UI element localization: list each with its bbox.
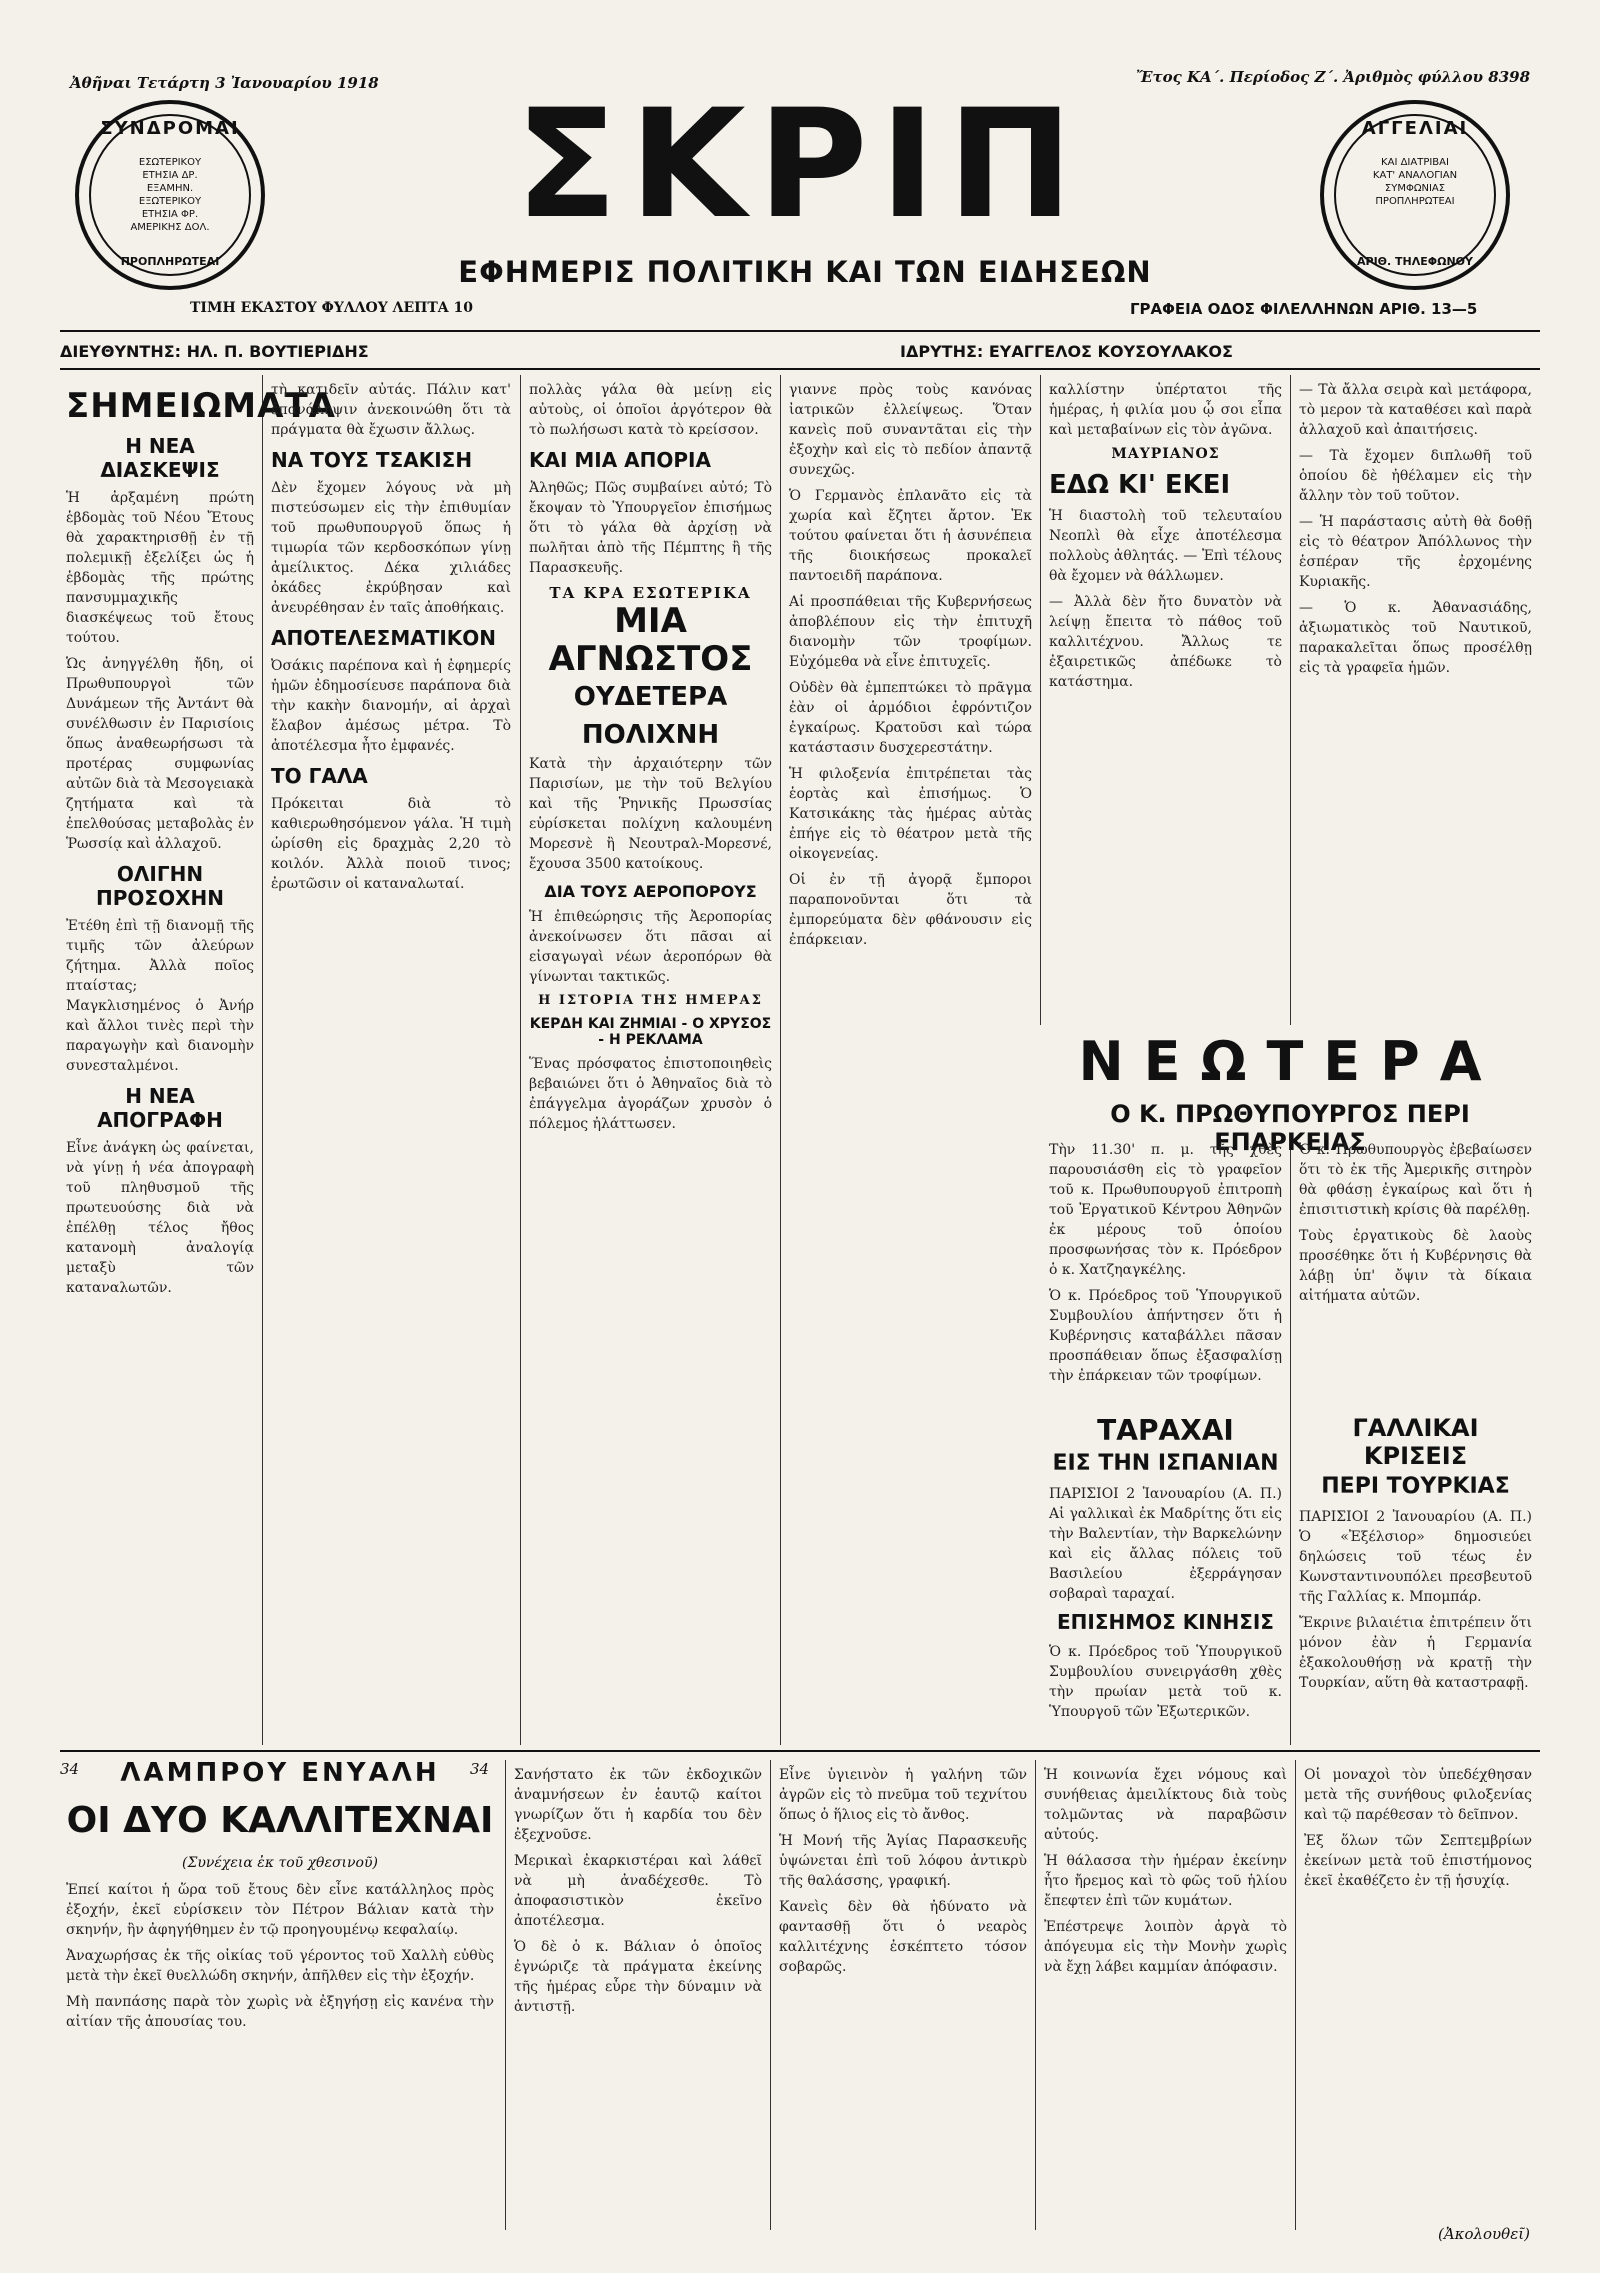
article-paragraph: — Τὰ ἄλλα σειρὰ καὶ μετάφορα, τὸ μερον τὰ καταθέσει καὶ παρὰ ἀλλαχοῦ καὶ ἀπαιτήσεις. xyxy=(1299,382,1532,438)
article-paragraph: καλλίστην ὑπέρτατοι τῆς ἡμέρας, ἡ φιλία μου ᾧ σοι εἶπα καὶ μεταβαίνων εἰς τὸν ἀγῶνα. xyxy=(1049,382,1282,438)
latest-news-col-a xyxy=(1043,1140,1288,1384)
article-subheading: ΠΕΡΙ ΤΟΥΡΚΙΑΣ xyxy=(1321,1474,1510,1499)
latest-news-subheading: Ο Κ. ΠΡΩΘΥΠΟΥΡΓΟΣ ΠΕΡΙ ΕΠΑΡΚΕΙΑΣ xyxy=(1110,1100,1470,1156)
latest-news-col-b xyxy=(1293,1140,1538,1340)
newspaper-title: ΣΚΡΙΠ xyxy=(515,78,1085,252)
article-heading: ΕΠΙΣΗΜΟΣ ΚΙΝΗΣΙΣ xyxy=(1057,1610,1274,1634)
feuilleton-paragraph: Μερικαὶ ἐκαρκιστέραι καὶ λάθεῖ νὰ μὴ ἀναδέχεσθε. Τὸ ἀποφασιστικὸν ἐκεῖνο ἀποτέλεσμα. xyxy=(514,1853,762,1929)
column-3 xyxy=(523,380,778,1750)
feuilleton-paragraph: Ὁ δὲ ὁ κ. Βάλιαν ὁ ὁποῖος ἐγνώριζε τὰ πράγματα ἐκείνης τῆς ἡμέρας εὗρε τὴν δύναμιν νὰ ἀντιστῇ. xyxy=(514,1939,762,2015)
seal-line: ΚΑΙ ΔΙΑΤΡΙΒΑΙ xyxy=(1381,157,1449,168)
article-paragraph: Ὁ κ. Πρόεδρος τοῦ Ὑπουργικοῦ Συμβουλίου ἀπήντησεν ὅτι ἡ Κυβέρνησις καταβάλλει πᾶσαν προσπάθειαν ὅπως ἐξασφαλίσῃ τὴν ἐπάρκειαν τῶν τροφίμων. xyxy=(1049,1288,1282,1384)
article-paragraph: Ἀληθῶς; Πῶς συμβαίνει αὐτό; Τὸ ἔκοψαν τὸ Ὑπουργεῖον ἐπισήμως ὅτι τὸ γάλα θὰ ἀρχίσῃ νὰ πωλῆται ἀπὸ τῆς Πέμπτης ἢ τῆς Παρασκευῆς. xyxy=(529,480,772,576)
seal-line: ΕΣΩΤΕΡΙΚΟΥ xyxy=(138,157,202,168)
seal-line: ΣΥΜΦΩΝΙΑΣ xyxy=(1384,183,1446,194)
article-paragraph: Οἱ ἐν τῇ ἀγορᾷ ἔμποροι παραπονοῦνται ὅτι τὰ ἐμπορεύματα δὲν φθάνουσιν εἰς ἐπάρκειαν. xyxy=(789,872,1032,948)
feuilleton-paragraph: Οἱ μοναχοὶ τὸν ὑπεδέχθησαν μετὰ τῆς συνήθους φιλοξενίας καὶ τῷ παρέθεσαν τὸ δεῖπνον. xyxy=(1304,1767,1532,1823)
article-paragraph: Ἡ ἀρξαμένη πρώτη ἑβδομὰς τοῦ Νέου Ἔτους θὰ χαρακτηρισθῇ ἐν τῇ πολεμικῇ ἐξελίξει ὡς ἡ ἑβδομὰς τῆς πρώτης πανσυμμαχικῆς διασκέψεως τοῦ ἔτους τούτου. xyxy=(66,490,254,646)
column-5 xyxy=(1043,380,1288,1030)
column-6 xyxy=(1293,380,1538,1030)
price-line: ΤΙΜΗ ΕΚΑΣΤΟΥ ΦΥΛΛΟΥ ΛΕΠΤΑ 10 xyxy=(190,300,474,316)
article-paragraph: τὴ κατιδεῖν αὐτάς. Πάλιν κατ' ἐπανάληψιν ἀνεκοινώθη ὅτι τὰ πράγματα θὰ ἔχωσιν ἄλλως. xyxy=(271,382,511,438)
article-paragraph: ΠΑΡΙΣΙΟΙ 2 Ἰανουαρίου (Α. Π.) Αἱ γαλλικαὶ ἐκ Μαδρίτης ὅτι εἰς τὴν Βαλεντίαν, τὴν Βαρκελώνην καὶ εἰς ἄλλας πόλεις τοῦ Βασιλείου ἐξερράγησαν σοβαραὶ ταραχαί. xyxy=(1049,1486,1282,1602)
history-kicker: Η ΙΣΤΟΡΙΑ ΤΗΣ ΗΜΕΡΑΣ xyxy=(538,993,763,1008)
article-heading: ΝΑ ΤΟΥΣ ΤΣΑΚΙΣΗ xyxy=(271,448,473,472)
feuilleton-paragraph: Ἐξ ὅλων τῶν Σεπτεμβρίων ἐκείνων μετὰ τοῦ ἐπιστήμονος ἐκεῖ ἐκαθέζετο ἐν τῇ ἡσυχίᾳ. xyxy=(1304,1833,1532,1889)
masthead-rule xyxy=(60,330,1540,332)
article-paragraph: Εἶνε ἀνάγκη ὡς φαίνεται, νὰ γίνῃ ἡ νέα ἀπογραφὴ τοῦ πληθυσμοῦ τῆς πρωτευούσης διὰ νὰ ἐπέλθῃ τέλος ἤθος κατανομὴ ἀναλογίᾳ μεταξὺ τῶν καταναλωτῶν. xyxy=(66,1140,254,1296)
column-divider xyxy=(1040,375,1041,1025)
signature: ΜΑΥΡΙΑΝΟΣ xyxy=(1111,446,1220,462)
column-divider xyxy=(1290,375,1291,1025)
column-divider xyxy=(780,375,781,1745)
france-article xyxy=(1293,1410,1538,1750)
subscriptions-seal xyxy=(75,100,265,290)
date-line: Ἀθῆναι Τετάρτη 3 Ἰανουαρίου 1918 xyxy=(70,74,379,92)
masthead-rule xyxy=(60,368,1540,370)
feuilleton-number: 34 xyxy=(60,1760,80,1778)
feuilleton-paragraph: Ἡ θάλασσα τὴν ἡμέραν ἐκείνην ἦτο ἤρεμος καὶ τὸ φῶς τοῦ ἡλίου ἔπεφτεν ἐπὶ τῶν κυμάτων. xyxy=(1044,1853,1287,1909)
advertisements-seal xyxy=(1320,100,1510,290)
article-paragraph: Ὁ κ. Πρόεδρος τοῦ Ὑπουργικοῦ Συμβουλίου συνειργάσθη χθὲς τὴν πρωίαν μετὰ τοῦ κ. Ὑπουργοῦ τῶν Ἐξωτερικῶν. xyxy=(1049,1644,1282,1720)
article-paragraph: Τὴν 11.30' π. μ. τῆς χθὲς παρουσιάσθη εἰς τὸ γραφεῖον τοῦ κ. Πρωθυπουργοῦ ἐπιτροπὴ τοῦ Ἐργατικοῦ Κέντρου Ἀθηνῶν ἐκ μέρους τοῦ ὁποίου προσφωνήσας τὸν κ. Πρόεδρον ὁ κ. Χατζηαγκέλης. xyxy=(1049,1142,1282,1278)
article-paragraph: — Ὁ κ. Ἀθανασιάδης, ἀξιωματικὸς τοῦ Ναυτικοῦ, παρακαλεῖται ὅπως προσέλθῃ εἰς τὰ γραφεῖα ἡμῶν. xyxy=(1299,600,1532,676)
article-heading: ΚΑΙ ΜΙΑ ΑΠΟΡΙΑ xyxy=(529,448,711,472)
feuilleton-paragraph: Ἐπέστρεψε λοιπὸν ἀργὰ τὸ ἀπόγευμα εἰς τὴν Μονὴν χωρὶς νὰ ἔχῃ λάβει καμμίαν ἀπόφασιν. xyxy=(1044,1919,1287,1975)
feuilleton-author: ΛΑΜΠΡΟΥ ΕΝΥΑΛΗ xyxy=(120,1758,440,1788)
feuilleton-paragraph: Ἡ κοινωνία ἔχει νόμους καὶ συνήθειας ἀμειλίκτους διὰ τοὺς τολμῶντας νὰ παραβῶσιν αὐτούς. xyxy=(1044,1767,1287,1843)
latest-news-heading: ΝΕΩΤΕΡΑ xyxy=(1078,1030,1502,1093)
seal-line: ΕΤΗΣΙΑ ΔΡ. xyxy=(142,170,198,181)
office-line: ΓΡΑΦΕΙΑ ΟΔΟΣ ΦΙΛΕΛΛΗΝΩΝ ΑΡΙΘ. 13—5 xyxy=(1130,300,1478,318)
feuilleton-col-1 xyxy=(60,1880,500,2220)
article-paragraph: Ὀσάκις παρέπονα καὶ ἡ ἐφημερίς ἡμῶν ἐδημοσίευσε παράπονα διὰ τὴν κακὴν διανομήν, αἱ ἀρχαὶ ἔλαβον ἀμέσως μέτρα. Τὸ ἀποτέλεσμα ἦτο ἐμφανές. xyxy=(271,658,511,754)
section-heading: ΣΗΜΕΙΩΜΑΤΑ xyxy=(66,386,336,426)
feuilleton-paragraph: Ἀναχωρήσας ἐκ τῆς οἰκίας τοῦ γέροντος τοῦ Χαλλὴ εὐθὺς μετὰ τὴν ἐκεῖ θυελλώδη σκηνήν, ἀπῆλθεν εἰς τὴν ἐξοχήν. xyxy=(66,1948,494,1984)
feuilleton-paragraph: Σανήστατο ἐκ τῶν ἐκδοχικῶν ἀναμνήσεων ἐν ἑαυτῷ καίτοι γνωρίζων ὅτι ἡ καρδία του δὲν ἐξεχνοῦσε. xyxy=(514,1767,762,1843)
article-paragraph: Οὐδὲν θὰ ἐμπεπτώκει τὸ πρᾶγμα ἐὰν οἱ ἁρμόδιοι ἐφρόντιζον ἐγκαίρως. Κρατοῦσι καὶ τώρα κατάστασιν δυσχερεστάτην. xyxy=(789,680,1032,756)
continued-note: (Ἀκολουθεῖ) xyxy=(1437,2225,1530,2243)
column-divider xyxy=(770,1760,771,2230)
article-paragraph: Ἡ ἐπιθεώρησις τῆς Ἀεροπορίας ἀνεκοίνωσεν ὅτι πᾶσαι αἱ εἰσαγωγαὶ νέων ἀεροπόρων θὰ γίνωνται τακτικῶς. xyxy=(529,909,772,985)
feuilleton-paragraph: Μὴ πανπάσης παρὰ τὸν χωρὶς νὰ ἐξηγήσῃ εἰς κανένα τὴν αἰτίαν τῆς ἀπουσίας του. xyxy=(66,1994,494,2030)
feuilleton-paragraph: Κανεὶς δὲν θὰ ἠδύνατο νὰ φαντασθῇ ὅτι ὁ νεαρὸς καλλιτέχνης ἐσκέπτετο τόσον σοβαρῶς. xyxy=(779,1899,1027,1975)
seal-line: ΕΞΩΤΕΡΙΚΟΥ xyxy=(138,196,202,207)
feuilleton-rule xyxy=(60,1750,1540,1752)
column-divider xyxy=(520,375,521,1745)
feuilleton-col-4 xyxy=(1038,1765,1293,2220)
article-heading: ΔΙΑ ΤΟΥΣ ΑΕΡΟΠΟΡΟΥΣ xyxy=(544,882,757,901)
article-paragraph: Ἕνας πρόσφατος ἐπιστοποιηθεὶς βεβαιώνει ὅτι ὁ Ἀθηναῖος διὰ τὸ ἐπάγγελμα ἀγοράζων χρυσὸν ὁ πόλεμος ἠλάττωσεν. xyxy=(529,1056,772,1132)
seal-lines xyxy=(1354,156,1476,208)
founder-line: ΙΔΡΥΤΗΣ: ΕΥΑΓΓΕΛΟΣ ΚΟΥΣΟΥΛΑΚΟΣ xyxy=(900,342,1233,361)
article-heading: ΓΑΛΛΙΚΑΙ ΚΡΙΣΕΙΣ xyxy=(1352,1414,1479,1470)
seal-line: ΕΤΗΣΙΑ ΦΡ. xyxy=(141,209,199,220)
column-2 xyxy=(265,380,517,1750)
article-heading: Η ΝΕΑ ΑΠΟΓΡΑΦΗ xyxy=(97,1084,223,1132)
history-title: ΚΕΡΔΗ ΚΑΙ ΖΗΜΙΑΙ - Ο ΧΡΥΣΟΣ - Η ΡΕΚΛΑΜΑ xyxy=(529,1016,772,1048)
article-subheading: ΕΙΣ ΤΗΝ ΙΣΠΑΝΙΑΝ xyxy=(1052,1451,1279,1476)
feuilleton-number: 34 xyxy=(470,1760,490,1778)
feuilleton-paragraph: Εἶνε ὑγιεινὸν ἡ γαλήνη τῶν ἀγρῶν εἰς τὸ πνεῦμα τοῦ τεχνίτου ὅπως ὁ ἥλιος εἰς τὸ ἄνθος. xyxy=(779,1767,1027,1823)
director-line: ΔΙΕΥΘΥΝΤΗΣ: ΗΛ. Π. ΒΟΥΤΙΕΡΙΔΗΣ xyxy=(60,342,369,361)
column-4 xyxy=(783,380,1038,1750)
column-divider xyxy=(1295,1760,1296,2230)
seal-lines xyxy=(109,156,231,234)
article-paragraph: Πρόκειται διὰ τὸ καθιερωθησόμενον γάλα. Ἡ τιμὴ ὡρίσθη εἰς δραχμὰς 2,20 τὸ κοιλόν. Ἀλλὰ ποιοῦ τινος; ἐρωτῶσιν οἱ καταναλωταί. xyxy=(271,796,511,892)
box-title: ΟΥΔΕΤΕΡΑ ΠΟΛΙΧΝΗ xyxy=(573,682,728,750)
article-heading: Η ΝΕΑ ΔΙΑΣΚΕΨΙΣ xyxy=(100,434,220,482)
article-paragraph: Ὡς ἀνηγγέλθη ἤδη, οἱ Πρωθυπουργοὶ τῶν Δυνάμεων τῆς Ἀντάντ θὰ συνέλθωσιν ἐν Παρισίοις ὅπως ἀναθεωρήσωσι τὰ προτέρας συμφωνίας αὐτῶν διὰ τὰ Μεσογειακὰ ζητήματα καὶ τὰ ἐπελθούσας μεταβολὰς ἐν Ῥωσσίᾳ καὶ ἀλλαχοῦ. xyxy=(66,656,254,852)
article-paragraph: Ἔκρινε βιλαιέτια ἐπιτρέπειν ὅτι μόνον ἐὰν ἡ Γερμανία ἐξακολουθήσῃ νὰ κρατῇ τὴν Τουρκίαν, αὕτη θὰ καταστραφῇ. xyxy=(1299,1615,1532,1691)
feuilleton-col-3 xyxy=(773,1765,1033,2220)
column-divider xyxy=(1035,1760,1036,2230)
seal-footer: ΑΡΙΘ. ΤΗΛΕΦΩΝΟΥ xyxy=(1357,255,1473,268)
column-divider xyxy=(1290,1140,1291,1745)
feuilleton-col-5 xyxy=(1298,1765,1538,2220)
article-paragraph: ΠΑΡΙΣΙΟΙ 2 Ἰανουαρίου (Α. Π.) Ὁ «Ἐξέλσιορ» δημοσιεύει δηλώσεις τοῦ τέως ἐν Κωνσταντινουπόλει πρεσβευτοῦ τῆς Γαλλίας κ. Μπομπάρ. xyxy=(1299,1509,1532,1605)
article-paragraph: Αἱ προσπάθειαι τῆς Κυβερνήσεως ἀποβλέπουν εἰς τὴν ἐπιτυχῆ διανομὴν τῶν τροφίμων. Εὐχόμεθα νὰ εἶνε ἐπιτυχεῖς. xyxy=(789,594,1032,670)
column-divider xyxy=(505,1760,506,2230)
feuilleton-paragraph: Ἐπεί καίτοι ἡ ὥρα τοῦ ἔτους δὲν εἶνε κατάλληλος πρὸς ἐξοχήν, ἐκεῖ εὑρίσκειν τὸν Πέτρον Βάλιαν κατὰ τὴν σκηνήν, ἣν ἀφηγήθημεν ἐν τῷ προηγουμένῳ κεφαλαίῳ. xyxy=(66,1882,494,1938)
box-kicker: ΤΑ ΚΡΑ ΕΣΩΤΕΡΙΚΑ xyxy=(549,584,752,602)
article-paragraph: Ἡ φιλοξενία ἐπιτρέπεται τὰς ἑορτὰς καὶ ἐπισήμως. Ὁ Κατσικάκης τὰς ἡμέρας αὐτὰς ἐπήγε εἰς τὸ θέατρον μετὰ τῆς οἰκογενείας. xyxy=(789,766,1032,862)
seal-footer: ΠΡΟΠΛΗΡΩΤΕΑΙ xyxy=(120,255,220,268)
seal-line: ΕΞΑΜΗΝ. xyxy=(146,183,194,194)
spain-article xyxy=(1043,1410,1288,1750)
feuilleton-col-2 xyxy=(508,1765,768,2220)
feuilleton-note: (Συνέχεια ἐκ τοῦ χθεσινοῦ) xyxy=(182,1855,378,1871)
article-paragraph: Ὁ Γερμανὸς ἐπλανᾶτο εἰς τὰ χωρία καὶ ἔζητει ἄρτον. Ἐκ τούτου φαίνεται ὅτι ἡ ἀσυνέπεια τῆς διοικήσεως προκαλεῖ παντοειδῆ παράπονα. xyxy=(789,488,1032,584)
article-paragraph: — Ἀλλὰ δὲν ἤτο δυνατὸν νὰ λείψῃ ἔπειτα τὸ πάθος τοῦ καλλιτέχνου. Ἄλλως τε ἐξαιρετικῶς ἀπέδωκε τὸ κατάστημα. xyxy=(1049,594,1282,690)
box-title: ΜΙΑ ΑΓΝΩΣΤΟΣ xyxy=(548,601,753,679)
article-paragraph: Ἡ διαστολὴ τοῦ τελευταίου Νεοπλὶ θὰ εἶχε ἀποτέλεσμα πολλοὺς ἀθλητάς. — Ἐπὶ τέλους θὰ ἔχομεν νὰ θάλλωμεν. xyxy=(1049,508,1282,584)
article-heading: ΤΟ ΓΑΛΑ xyxy=(271,764,368,788)
seal-line: ΚΑΤ' ΑΝΑΛΟΓΙΑΝ xyxy=(1372,170,1458,181)
column-divider xyxy=(262,375,263,1745)
article-heading: ΕΔΩ ΚΙ' ΕΚΕΙ xyxy=(1049,470,1231,500)
article-paragraph: πολλὰς γάλα θὰ μείνῃ εἰς αὐτοὺς, οἱ ὁποῖοι ἀργότερον θὰ τὸ πωλήσωσι κατὰ τὸ κρείσσον. xyxy=(529,382,772,438)
article-paragraph: Ἐτέθη ἐπὶ τῇ διανομῇ τῆς τιμῆς τῶν ἀλεύρων ζήτημα. Ἀλλὰ ποῖος πταίστας; Μαγκλισημένος ὁ Ἀνήρ καὶ ἄλλοι τινὲς περὶ τὴν παραγωγὴν καὶ διανομὴν συνεσταλμένοι. xyxy=(66,918,254,1074)
seal-heading: ΣΥΝΔΡΟΜΑΙ xyxy=(100,118,240,139)
article-heading: ΤΑΡΑΧΑΙ xyxy=(1097,1414,1234,1447)
seal-heading: ΑΓΓΕΛΙΑΙ xyxy=(1361,118,1469,139)
article-heading: ΑΠΟΤΕΛΕΣΜΑΤΙΚΟΝ xyxy=(271,626,497,650)
article-paragraph: Ὁ κ. Πρωθυπουργὸς ἐβεβαίωσεν ὅτι τὸ ἐκ τῆς Ἀμερικῆς σιτηρὸν θὰ φθάσῃ ἐγκαίρως καὶ ὅτι ἡ ἐπισιτιστικὴ κρίσις θὰ παρέλθῃ. xyxy=(1299,1142,1532,1218)
feuilleton-title: ΟΙ ΔΥΟ ΚΑΛΛΙΤΕΧΝΑΙ xyxy=(66,1800,494,1841)
article-paragraph: Τοὺς ἐργατικοὺς δὲ λαοὺς προσέθηκε ὅτι ἡ Κυβέρνησις θὰ λάβῃ ὑπ' ὄψιν τὰ δίκαια αἰτήματα αὐτῶν. xyxy=(1299,1228,1532,1304)
issue-line: Ἔτος ΚΑ΄. Περίοδος Ζ΄. Ἀριθμὸς φύλλου 8398 xyxy=(1136,68,1530,86)
newspaper-subtitle: ΕΦΗΜΕΡΙΣ ΠΟΛΙΤΙΚΗ ΚΑΙ ΤΩΝ ΕΙΔΗΣΕΩΝ xyxy=(458,255,1152,289)
article-paragraph: γιαννε πρὸς τοὺς κανόνας ἰατρικῶν ἐλλείψεως. Ὅταν κανεὶς ποῦ συναντᾶται εἰς τὴν ἐξοχὴν καὶ εἰς τὸ πεδίον ἀπαντᾷ συνεχῶς. xyxy=(789,382,1032,478)
article-heading: ΟΛΙΓΗΝ ΠΡΟΣΟΧΗΝ xyxy=(96,862,224,910)
feuilleton-paragraph: Ἡ Μονή τῆς Ἁγίας Παρασκευῆς ὑψώνεται ἐπὶ τοῦ λόφου ἀντικρὺ τῆς θαλάσσης, γραφική. xyxy=(779,1833,1027,1889)
seal-line: ΠΡΟΠΛΗΡΩΤΕΑΙ xyxy=(1375,196,1455,207)
article-paragraph: Δὲν ἔχομεν λόγους νὰ μὴ πιστεύσωμεν εἰς τὴν ἐπιθυμίαν τοῦ πρωθυπουργοῦ ὅπως ἡ τιμωρία τῶν κερδοσκόπων γίνῃ ἀμείλικτος. Δέκα χιλιάδες ὀκάδες ἐκρύβησαν καὶ ἀνευρέθησαν ἐν ταῖς ἀποθήκαις. xyxy=(271,480,511,616)
article-paragraph: — Τὰ ἔχομεν διπλωθῆ τοῦ ὁποίου δὲ ἠθέλαμεν εἰς τὴν ἄλλην τὸν τοῦ τοῦτον. xyxy=(1299,448,1532,504)
seal-line: ΑΜΕΡΙΚΗΣ ΔΟΛ. xyxy=(130,222,210,233)
article-paragraph: — Ἡ παράστασις αὐτὴ θὰ δοθῇ εἰς τὸ θέατρον Ἀπόλλωνος τὴν ἑσπέραν τῆς ἐρχομένης Κυριακῆς. xyxy=(1299,514,1532,590)
article-paragraph: Κατὰ τὴν ἀρχαιότερην τῶν Παρισίων, με τὴν τοῦ Βελγίου καὶ τῆς Ῥηνικῆς Πρωσσίας εὑρίσκεται πολίχνη καλουμένη Μορεσνὲ ἢ Νεουτραλ-Μορεσνέ, ἔχουσα 3500 κατοίκους. xyxy=(529,756,772,872)
